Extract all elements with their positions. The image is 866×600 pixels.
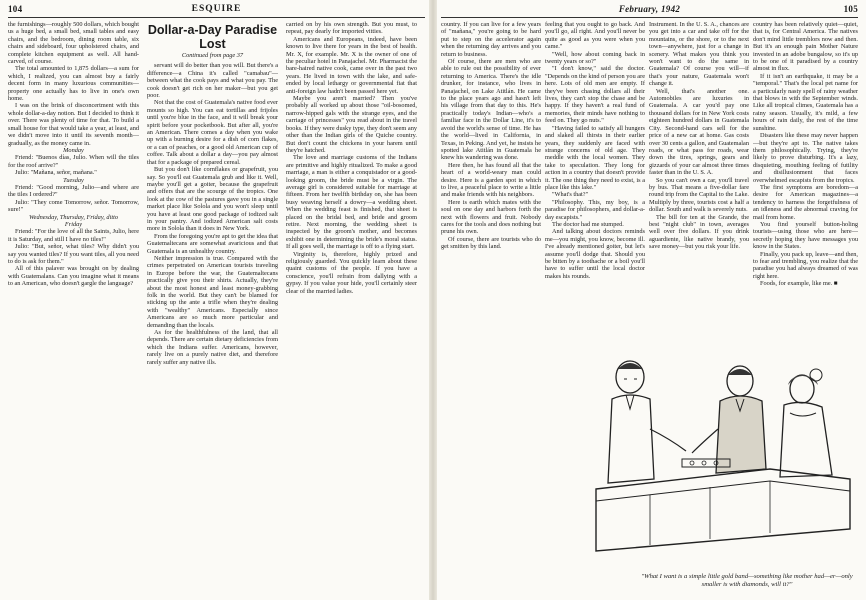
right-page-number: 105 (843, 4, 858, 14)
article-headline: Dollar-a-Day Paradise Lost (147, 23, 278, 51)
paragraph: From the foregoing you're apt to get the idea that Guatemaltecans are somewhat avaricious and that Guatemala is an unhealthy country. (147, 232, 278, 255)
cartoon-caption: "What I want is a simple little gold band—something like mother had—er—only smaller is with diamonds, will it?" (641, 573, 853, 588)
day-heading: Wednesday, Thursday, Friday, ditto (29, 213, 118, 221)
paragraph: The love and marriage customs of the Indians are primitive and highly ritualized. To make a good marriage, a man is either a conquistador or a good-looking groom, the bride must be a virgin. The average girl is considered suitable for marriage at fifteen. From her twelfth birthday on, she has been busy weaving herself a dowry—a wedding sheet. When the wedding feast is finished, that sheet is placed on the bridal bed, and bride and groom retire. Next morning, the wedding sheet is inspected by the groom's mother, and becomes exhibit one in determining the bride's moral status. If all goes well, the marriage is off to a flying start. (286, 154, 417, 251)
paragraph: All of this palaver was brought on by dealing with Guatemalans. Can you imagine what it means to an American, who doesn't gargle the language? (8, 265, 139, 288)
paragraph: Of course, there are tourists who do get smitten by this land. (441, 235, 541, 251)
issue-date: February, 1942 (618, 4, 681, 14)
cartoon-illustration (590, 318, 862, 570)
dialogue-line: Julio: "They come Tomorrow, señor. Tomorrow, sure!" (8, 198, 139, 214)
dialogue-line: Friend: "For the love of all the Saints, Julio, here it is Saturday, and still I have no tiles!" (8, 228, 139, 243)
day-heading: Monday (63, 146, 84, 154)
paragraph: If it isn't an earthquake, it may be a "temporal." That's the local pet name for a particularly nasty spell of rainy weather that blows in with the September winds. Like all tropical climes, Guatemala has a rainy season. Usually, it's mild, a few hours of rain daily, the rest of the time sunshine. (753, 72, 858, 132)
paragraph: Not that the cost of Guatemala's native food ever mounts so high. You can eat tortillas and frijoles until you're blue in the face, and it will break your spirit before your pocketbook. But after all, you're an American. There comes a day when you wake up with a burning desire for a dish of corn flakes, or a can of peaches, or a good old American cup of coffee. Talk about a dollar a day—you pay almost that for a package of prepared cereal. (147, 99, 278, 166)
right-col-3 (649, 21, 749, 313)
paragraph: The bill for ten at the Grande, the best "night club" in town, averages well over five dollars. If you drink aguardiente, like native brandy, you save money—but you risk your life. (649, 213, 749, 251)
paragraph: "I don't know," said the doctor. "Depends on the kind of person you are here. Lots of old men are empty. If they've been chasing dollars all their lives, they can't stop the chase and be happy. If they haven't a real fund of memories, their minds have nothing to feed on. They go nuts." (545, 65, 645, 125)
paragraph: Here is earth which mates with the soul on one day and harbors forth the next with flowers and fruit. Nobody cares for the tools and does nothing but prune his own. (441, 198, 541, 236)
paragraph: And talking about doctors reminds me—you might, you know, become ill. I've already mentioned goiter, but let's assume you'll dodge that. Should you be bitten by a toothache or a boil you'll have to suffer until the local doctor makes his rounds. (545, 228, 645, 280)
paragraph: "Well, how about coming back in twenty years or so?" (545, 50, 645, 66)
right-folio (441, 4, 858, 18)
left-col-3 (286, 21, 417, 595)
dialogue-line: Friend: "Buenos días, Julio. When will the tiles for the roof arrive?" (8, 154, 139, 169)
paragraph: servant will do better than you will. But there's a difference—a China it's called "camabau"—between what the cook pays and what you pay. The cook doesn't get rich on her maker—but you get poor. (147, 62, 278, 100)
paragraph: the furnishings—roughly 500 dollars, which bought us a huge bed, a small bed, small tables and easy chairs, and the bedroom, dining room table, six chairs and sideboard, four upholstered chairs, and complete kitchen equipment as well. All hand-carved, of course. (8, 21, 139, 66)
magazine-name: ESQUIRE (191, 4, 242, 14)
paragraph: Well, that's another one. Automobiles are luxuries in Guatemala. A car you'd pay one thousand dollars for in New York costs eighteen hundred dollars in Guatemala City. Second-hand cars sell for the price of a new car at home. Gas costs over 30 cents a gallon, and Guatemalan roads, or what pass for roads, wear down the tires, springs, gears and gizzards of your car almost three times faster than in the U. S. A. (649, 87, 749, 177)
paragraph: Disasters like these may never happen—but they're apt to. The native takes them philosophically. Trying, they're likely to prove disturbing. It's a lazy, disquieting, mouthing feeling of futility and disillusionment that faces overwhelmed escapists from the tropics. (753, 132, 858, 184)
left-page (0, 0, 429, 600)
page-gutter (429, 0, 437, 600)
paragraph: You find yourself button-holing tourists—using those who are here—secretly hoping they have messages you know in the States. (753, 220, 858, 251)
paragraph: So you can't own a car, you'll travel by bus. That means a five-dollar fare round trip from the Capital to the Lake. Multiply by three, tourists cost a half a dollar. South and walk is severely nuts. (649, 176, 749, 214)
left-header-rule (8, 17, 425, 18)
paragraph: feeling that you ought to go back. And you'll go, all right. And you'll never be quite as good as you were when you came." (545, 21, 645, 51)
paragraph: The doctor had me stumped. (552, 220, 624, 228)
day-heading: Friday (64, 220, 83, 228)
left-page-number: 104 (8, 4, 23, 14)
paragraph: I was on the brink of disconcertment with this whole dollar-a-day notion. But I decided to think it over. There was plenty of time for that. To build a small house for that would take a year, at least, and we didn't move into it until its seventh month—gradually, as the money came in. (8, 102, 139, 147)
paragraph: carried on by his own strength. But you must, to repeat, pay dearly for imported vitties. (286, 21, 417, 36)
paragraph: Of course, there are men who are able to rule out the possibility of ever returning to America. There's the idle drunker, for instance, who lives in Panajachel, on Lake Atitlán. He came to the place years ago and hasn't left his village from that day to this. He's practically today's Indian—who's a familiar face in the Dollar Line, it's to avoid the world's sense of time. He has the world—lived in California, in Texas, in Peking. And yet, he insists he spotted lake Atitlán in Guatemala he knew his wandering was done. (441, 58, 541, 162)
paragraph: The total amounted to 1,875 dollars—a sum for which, I realized, you can almost buy a fairly decent form in many luxurious communities—property one actually has to live in one's own home. (8, 65, 139, 103)
paragraph: "Philosophy. This, my boy, is a paradise for philosophers, and dollar-a-day escapists." (545, 198, 645, 221)
paragraph: Finally, you pack up, leave—and then, to fear and trembling, you realize that the paradise you had always dreamed of was right here. (753, 250, 858, 280)
dialogue-line: Friend: "Good morning, Julio—and where are the tiles I ordered?" (8, 183, 139, 199)
paragraph: But you don't like cornflakes or grapefruit, you say. So you'll eat Guatemala grub and like it. Well, maybe you'll get a goiter, because the grapefruit and offers that are the scourge of the tropics. One look at the cow of the pastures gave you in a single market place like Solola and you won't sleep until you have at least one good package of iodized salt in your pantry. And iodized American salt costs more in Solola than it does in New York. (147, 166, 278, 233)
right-col-1 (441, 21, 541, 595)
paragraph: As for the healthfulness of the land, that all depends. There are certain dietary deficiencies from which the Indians suffer. Americans, however, rarely live on a purely native diet, and therefore rarely suffer any native ills. (147, 329, 278, 366)
paragraph: Foods, for example, like me. ■ (760, 280, 838, 288)
paragraph: Virginity is, therefore, highly prized and religiously guarded. You quickly learn about these quaint customs of the people. If you have a conscience, you'll refrain from dallying with a gypsy. If you value your hide, you'll certainly steer clear of the married ladies. (286, 250, 417, 295)
paragraph: Americans and Europeans, indeed, have been known to live there for years in the best of health. Mr. X, for example. Mr. X is the owner of one of the peculiar hotel in Panajachel. Mr. Pharmacist the bare-haired native cook, came over in the past two years. He lived in town with the lake, and safe-ended by local lethargy or governmental fiat that anti-foreign law hadn't been passed here yet. (286, 35, 417, 95)
left-col-1 (8, 21, 139, 595)
paragraph: country has been relatively quiet—quiet, that is, for Central America. The natives don't mind little tremblors now and then. But it's an enough pain Mother Nature invested in an adobe bungalow, so it's up to be one of it paradised by a country almost in flux. (753, 21, 858, 73)
paragraph: Neither impression is true. Compared with the crimes perpetrated on American tourists traveling in Europe before the war, the Guatemaltecans practically give you their shirts. Actually, they're about the most honest and least money-grabbing folk in the world. But they can't be blamed for sticking up the ante a trifle when they're dealing with "wealthy" Americans. Especially since Americans are so much more particular and demanding than the locals. (147, 254, 278, 329)
paragraph: Maybe you aren't married? Then you've probably all worked up about those "oil-bosomed, narrow-hipped gals with the strange eyes, and the carriage of princesses" you read about in the travel books. If they were dusky type, they don't seem any other than the Indian girls of the Quiche country. But don't count the chickens in your harem until they're hatched. (286, 95, 417, 154)
right-header-rule (441, 17, 858, 18)
left-col-2 (147, 21, 278, 595)
day-heading: Tuesday (63, 176, 84, 184)
paragraph: Instrument. In the U. S. A., chances are you get into a car and take off for the mountains, or the shore, or to the next town—anywhere, just for a change in scenery. What makes you think you won't want to do the same in Guatemala? Of course you will—if that's your nature, Guatemala won't change it. (649, 21, 749, 88)
continued-note: Continued from page 37 (181, 52, 244, 59)
paragraph: Here then, he has found all that the heart of a world-weary man could desire. Here is a garden spot in which to live, a peaceful place to write a little and make friends with his neighbors. (441, 161, 541, 199)
paragraph: "What's that?" (552, 191, 589, 199)
paragraph: The first symptoms are boredom—a desire for American magazines—a tendency to harness the forgetfulness of an idleness and the abnormal craving for mail from home. (753, 183, 858, 221)
left-folio (8, 4, 425, 18)
paragraph: "Having failed to satisfy all hungers and slaked all thirsts in their earlier years, they suddenly are faced with strange concerns of old age. They meddle with the local women. They take to speculation. They long for action in a country that doesn't provide it. The one thing they need to exist, is a place like this lake." (545, 124, 645, 191)
dialogue-line: Julio: "Mañana, señor, mañana." (15, 169, 97, 177)
dialogue-line: Julio: "But, señor, what tiles? Why didn't you say you wanted tiles? If you want tiles, all you need to do is ask for them." (8, 243, 139, 265)
paragraph: country. If you can live for a few years of "mañana," you're going to be hard put to step on the accelerator again when the returning day arrives and you return to business. (441, 21, 541, 58)
